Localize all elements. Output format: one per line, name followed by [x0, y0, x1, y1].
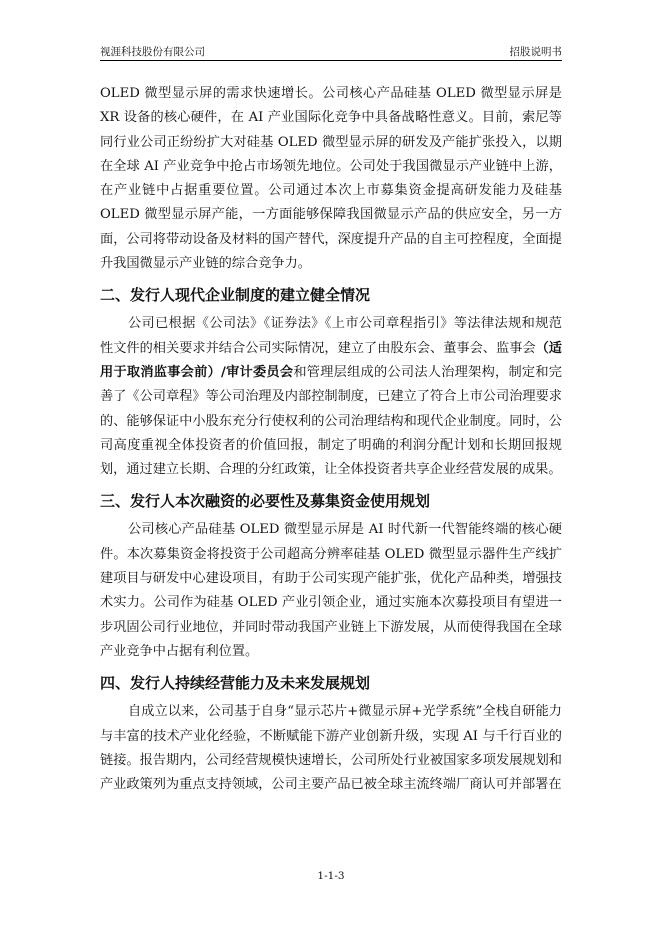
page-header [100, 44, 562, 61]
paragraph-operations-outlook: 自成立以来，公司基于自身“显示芯片+微显示屏+光学系统”全栈自研能力与丰富的技术产业化经验，不断赋能下游产业创新升级，实现 AI 与千行百业的链接。报告期内，公司经营规模快速增长，公司所处行业被国家多项发展规划和产业政策列为重点支持领域，公司主要产品已被全球主流终端厂商认可并部署在 [100, 704, 562, 793]
section-heading-operations-outlook: 四、发行人持续经营能力及未来发展规划 [100, 674, 371, 693]
section-heading-corporate-governance: 二、发行人现代企业制度的建立健全情况 [100, 286, 371, 305]
header-company-name: 视涯科技股份有限公司 [100, 46, 205, 58]
section-heading-financing-necessity: 三、发行人本次融资的必要性及募集资金使用规划 [100, 492, 431, 511]
paragraph-market-demand: OLED 微型显示屏的需求快速增长。公司核心产品硅基 OLED 微型显示屏是 XR 设备的核心硬件，在 AI 产业国际化竞争中具备战略性意义。目前，索尼等同行业公司正纷纷扩大对硅基 OLED 微型显示屏的研发及产能扩张投入，以期在全球 AI 产业竞争中抢占市场领先地位。公司处于我国微显示产业链中上游，在产业链中占据重要位置。公司通过本次上市募集资金提高研发能力及硅基 OLED 微型显示屏产能，一方面能够保障我国微显示产品的供应安全，另一方面，公司将带动设备及材料的国产替代，深度提升产品的自主可控程度，全面提升我国微显示产业链的综合竞争力。 [100, 86, 562, 272]
header-document-type: 招股说明书 [509, 46, 562, 58]
governance-bold-note: （适用于取消监事会前）/审计委员会 [100, 340, 562, 380]
governance-text-part1: 公司已根据《公司法》《证券法》《上市公司章程指引》等法律法规和规范性文件的相关要求并结合公司实际情况，建立了由股东会、董事会、监事会 [100, 316, 562, 356]
paragraph-financing-necessity: 公司核心产品硅基 OLED 微型显示屏是 AI 时代新一代智能终端的核心硬件。本次募集资金将投资于公司超高分辨率硅基 OLED 微型显示器件生产线扩建项目与研发中心建设项目，有助于公司实现产能扩张，优化产品种类，增强技术实力。公司作为硅基 OLED 产业引领企业，通过实施本次募投项目有望进一步巩固公司行业地位，并同时带动我国产业链上下游发展，从而使得我国在全球产业竞争中占据有利位置。 [100, 522, 562, 659]
governance-text-part2: 和管理层组成的公司法人治理架构，制定和完善了《公司章程》等公司治理及内部控制制度，已建立了符合上市公司治理要求的、能够保证中小股东充分行使权利的公司治理结构和现代企业制度。同时，公司高度重视全体投资者的价值回报，制定了明确的利润分配计划和长期回报规划，通过建立长期、合理的分红政策，让全体投资者共享企业经营发展的成果。 [100, 364, 562, 478]
paragraph-corporate-governance [100, 312, 562, 482]
document-body [100, 82, 562, 797]
page-number: 1-1-3 [317, 870, 345, 882]
